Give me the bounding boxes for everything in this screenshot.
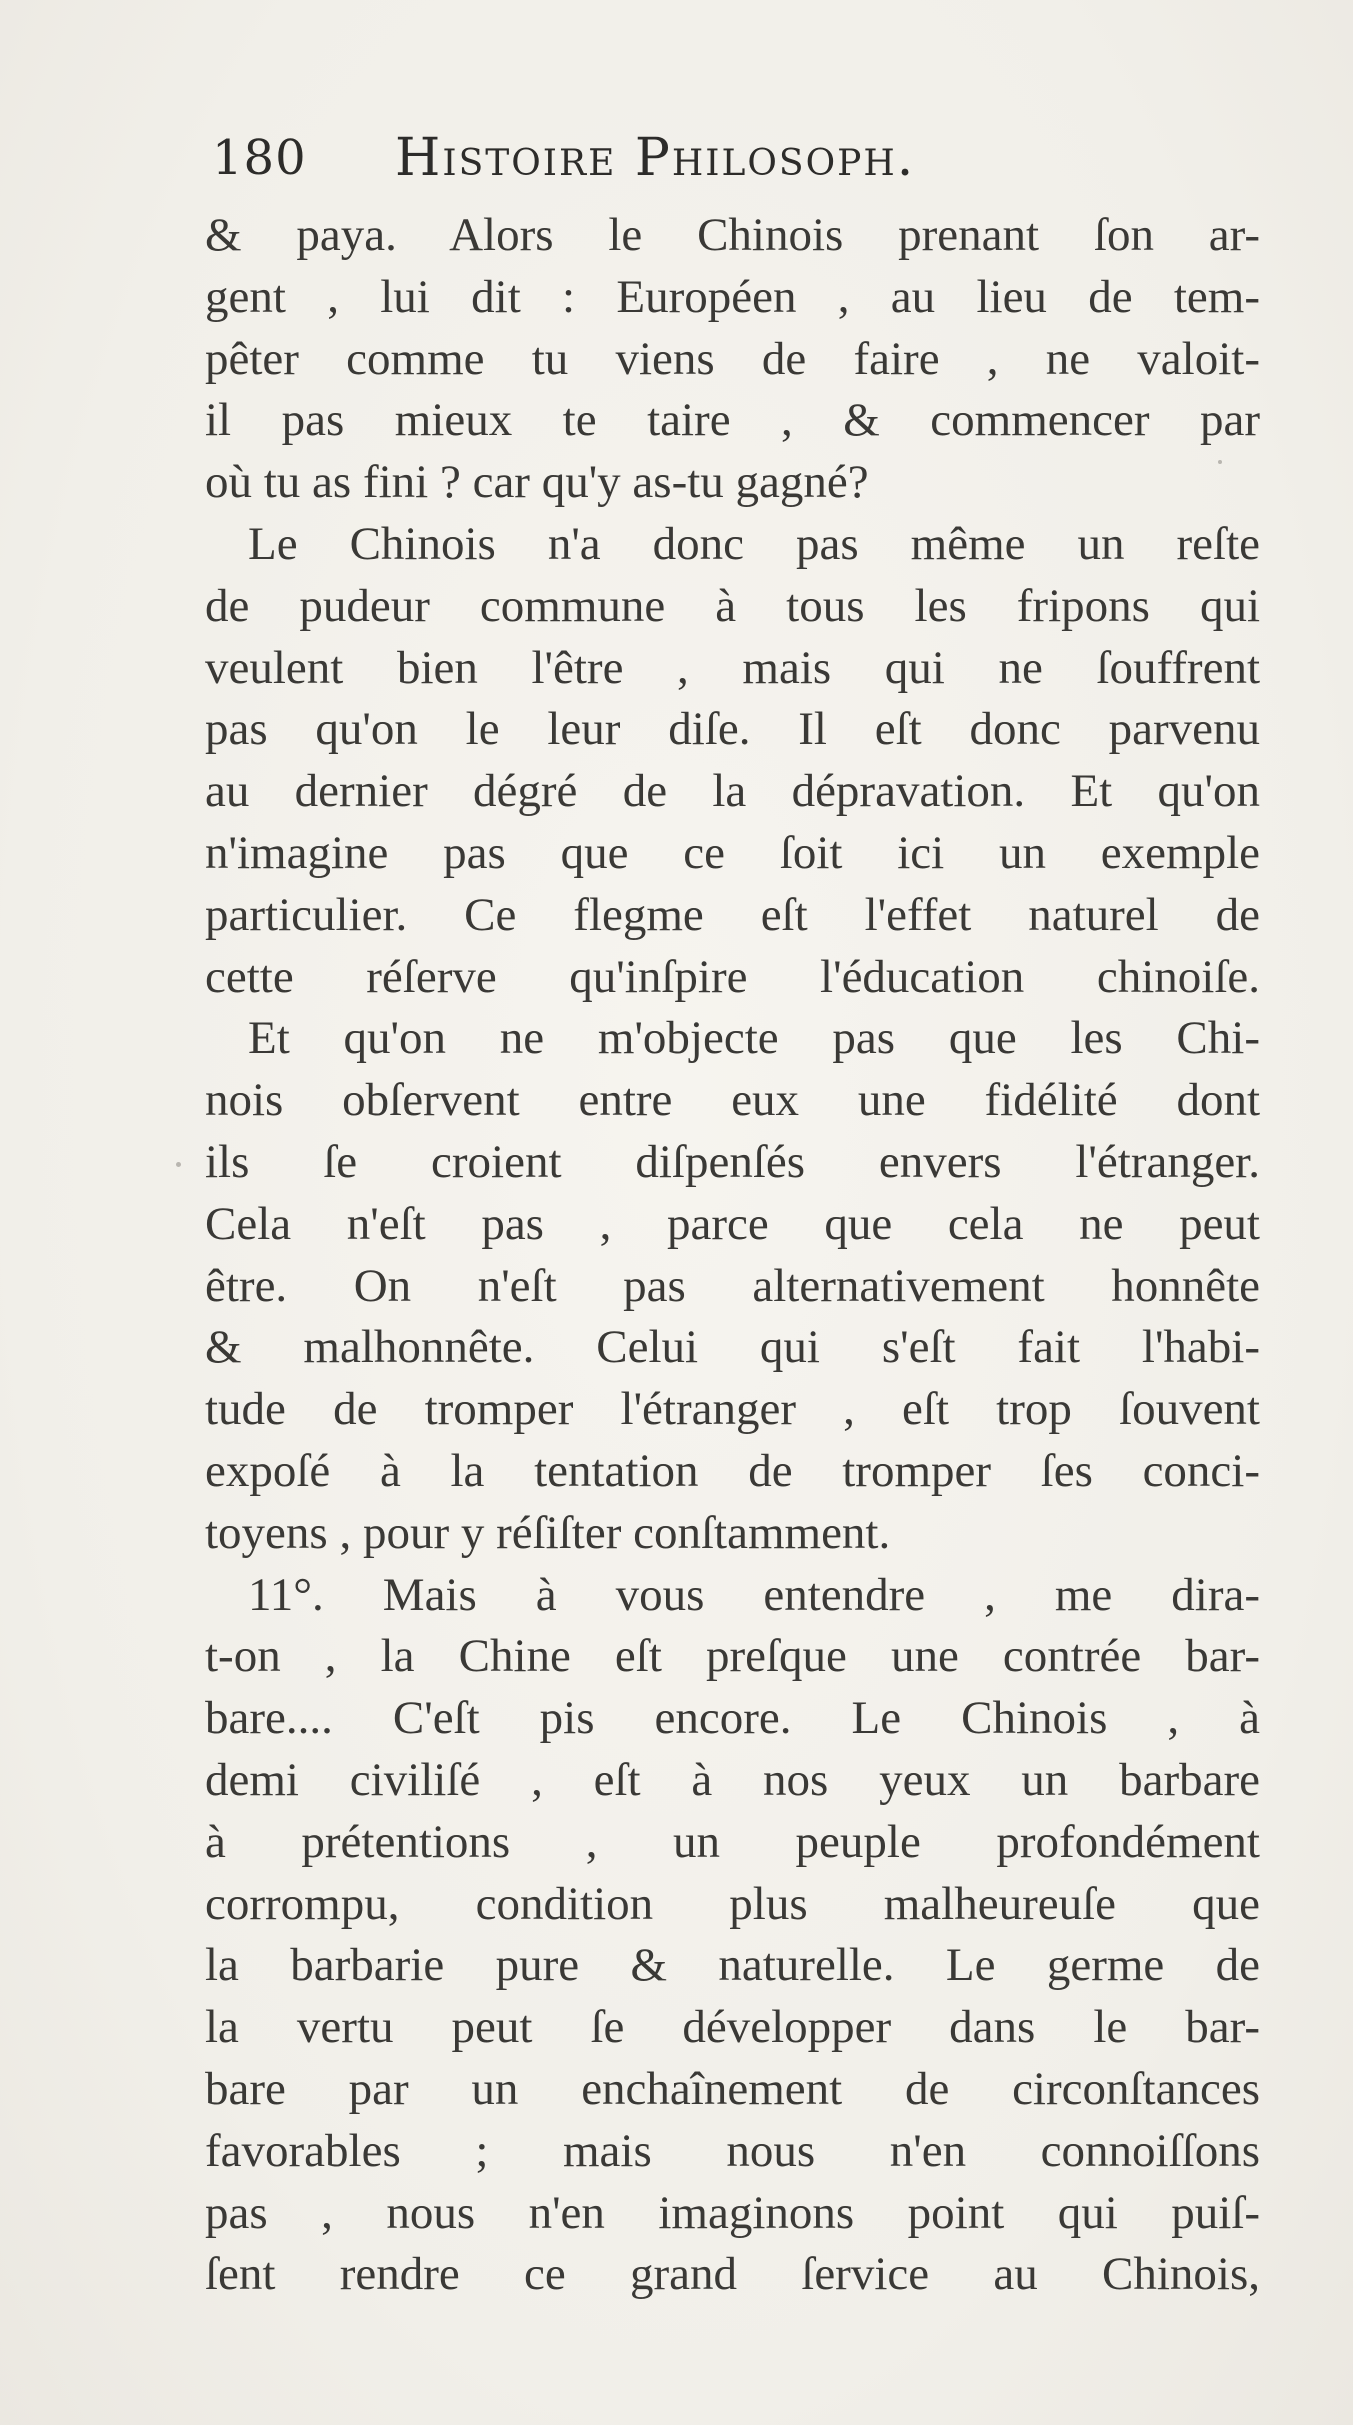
text-line: au dernier dégré de la dépravation. Et qu'on [205, 765, 1260, 818]
paper-speck [1218, 460, 1222, 464]
text-line: où tu as fini ? car qu'y as-tu gagné? [205, 456, 869, 509]
text-line: bare.... C'eſt pis encore. Le Chinois , à [205, 1692, 1260, 1745]
text-line: & paya. Alors le Chinois prenant ſon ar- [205, 209, 1260, 261]
text-line: Le Chinois n'a donc pas même un reſte [248, 517, 1260, 570]
text-line: pas qu'on le leur diſe. Il eſt donc parvenu [205, 703, 1260, 756]
text-line: & malhonnête. Celui qui s'eſt fait l'habi- [205, 1321, 1260, 1374]
text-line: ſent rendre ce grand ſervice au Chinois, [205, 2248, 1260, 2301]
text-line: pas , nous n'en imaginons point qui puiſ- [205, 2186, 1260, 2239]
text-line: t-on , la Chine eſt preſque une contrée bar- [205, 1630, 1260, 1683]
text-line: être. On n'eſt pas alternativement honnête [205, 1259, 1260, 1312]
body-text [205, 205, 1260, 2306]
text-line: Et qu'on ne m'objecte pas que les Chi- [248, 1012, 1260, 1065]
text-line: corrompu, condition plus malheureuſe que [205, 1877, 1260, 1930]
page-number: 180 [212, 130, 307, 186]
text-line: cette réſerve qu'inſpire l'éducation chinoiſe. [205, 950, 1260, 1003]
text-line: veulent bien l'être , mais qui ne ſouffrent [205, 641, 1260, 694]
text-line: favorables ; mais nous n'en connoiſſons [205, 2124, 1260, 2177]
running-head: Histoire Philosoph. [395, 128, 916, 188]
text-line: toyens , pour y réſiſter conſtamment. [205, 1506, 891, 1559]
text-line: n'imagine pas que ce ſoit ici un exemple [205, 826, 1260, 879]
text-line: demi civiliſé , eſt à nos yeux un barbare [205, 1753, 1260, 1806]
text-line: la vertu peut ſe développer dans le bar- [205, 2001, 1260, 2054]
text-line: bare par un enchaînement de circonſtances [205, 2062, 1260, 2115]
text-line: expoſé à la tentation de tromper ſes conci- [205, 1444, 1260, 1497]
text-line: nois obſervent entre eux une fidélité dont [205, 1074, 1260, 1127]
text-line: il pas mieux te taire , & commencer par [205, 394, 1260, 447]
text-line: tude de tromper l'étranger , eſt trop ſouvent [205, 1383, 1260, 1436]
text-line: à prétentions , un peuple profondément [205, 1815, 1260, 1868]
text-line: ils ſe croient diſpenſés envers l'étranger. [205, 1135, 1260, 1188]
page-header [212, 128, 1212, 198]
text-line: pêter comme tu viens de faire , ne valoit- [205, 332, 1260, 385]
paper-speck [176, 1162, 181, 1167]
text-line: particulier. Ce flegme eſt l'effet naturel de [205, 888, 1260, 941]
text-line: de pudeur commune à tous les fripons qui [205, 579, 1260, 632]
text-line: gent , lui dit : Européen , au lieu de tem- [205, 270, 1260, 323]
text-line: Cela n'eſt pas , parce que cela ne peut [205, 1197, 1260, 1250]
text-line: 11°. Mais à vous entendre , me dira- [248, 1568, 1260, 1621]
text-line: la barbarie pure & naturelle. Le germe de [205, 1939, 1260, 1992]
